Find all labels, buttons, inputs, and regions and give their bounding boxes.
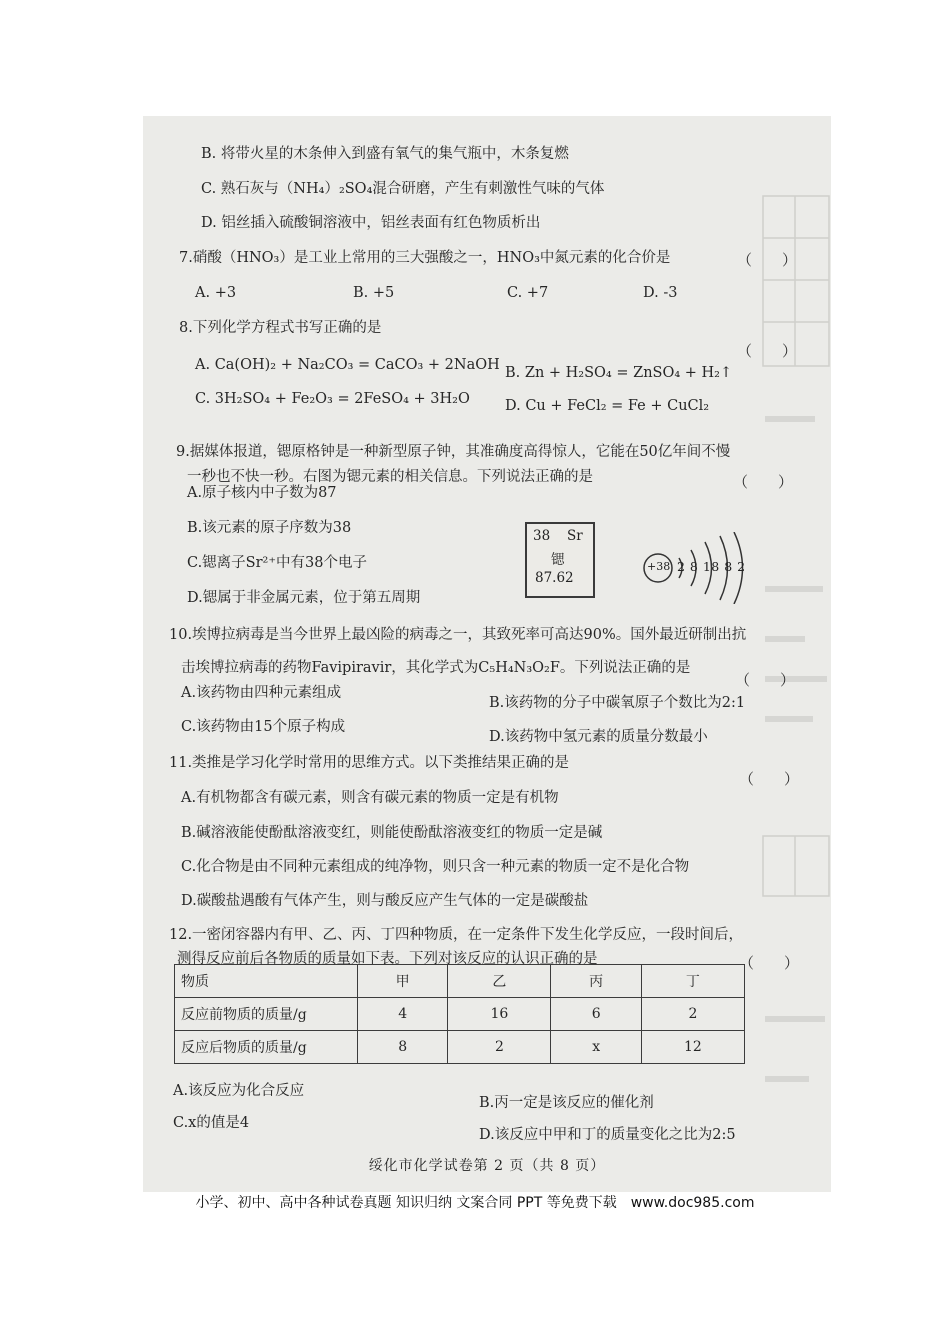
table-cell: 16 [448, 998, 551, 1031]
table-header-cell: 丙 [551, 965, 641, 998]
table-cell: 12 [641, 1031, 744, 1064]
table-cell: x [551, 1031, 641, 1064]
q9-answer-paren: （ ） [733, 473, 794, 491]
q10-option-d: D.该药物中氢元素的质量分数最小 [489, 729, 708, 745]
q8-option-b: B. Zn + H₂SO₄ = ZnSO₄ + H₂↑ [505, 365, 733, 381]
table-header-cell: 丁 [641, 965, 744, 998]
electron-configuration: 2 8 18 8 2 [677, 559, 746, 574]
q7-stem: 7.硝酸（HNO₃）是工业上常用的三大强酸之一，HNO₃中氮元素的化合价是 [179, 250, 671, 266]
q6-option-b: B. 将带火星的木条伸入到盛有氧气的集气瓶中，木条复燃 [201, 146, 569, 162]
q11-option-a: A.有机物都含有碳元素，则含有碳元素的物质一定是有机物 [181, 790, 559, 806]
q11-option-d: D.碳酸盐遇酸有气体产生，则与酸反应产生气体的一定是碳酸盐 [181, 893, 589, 909]
table-cell: 2 [448, 1031, 551, 1064]
q7-option-c: C. +7 [507, 285, 549, 301]
q12-option-a: A.该反应为化合反应 [173, 1083, 305, 1099]
q8-option-d: D. Cu + FeCl₂ = Fe + CuCl₂ [505, 398, 710, 414]
q7-option-a: A. +3 [195, 285, 237, 301]
q11-stem: 11.类推是学习化学时常用的思维方式。以下类推结果正确的是 [169, 755, 570, 771]
q9-option-d: D.锶属于非金属元素，位于第五周期 [187, 590, 421, 606]
q7-option-b: B. +5 [353, 285, 395, 301]
element-name: 锶 [551, 552, 565, 568]
q8-option-c: C. 3H₂SO₄ + Fe₂O₃ = 2FeSO₄ + 3H₂O [195, 391, 470, 407]
q10-option-b: B.该药物的分子中碳氧原子个数比为2:1 [489, 695, 746, 711]
q10-option-c: C.该药物由15个原子构成 [181, 719, 346, 735]
table-row [175, 1031, 745, 1064]
table-cell: 6 [551, 998, 641, 1031]
table-header-cell: 乙 [448, 965, 551, 998]
q12-stem-line1: 12.一密闭容器内有甲、乙、丙、丁四种物质，在一定条件下发生化学反应，一段时间后， [169, 927, 744, 943]
table-header-cell: 物质 [175, 965, 358, 998]
q10-answer-paren: （ ） [735, 671, 796, 689]
q9-stem-line2: 一秒也不快一秒。右图为锶元素的相关信息。下列说法正确的是 [187, 469, 593, 485]
q12-option-d: D.该反应中甲和丁的质量变化之比为2:5 [479, 1127, 736, 1143]
q8-answer-paren: （ ） [737, 342, 798, 360]
q9-option-a: A.原子核内中子数为87 [187, 485, 337, 501]
atomic-structure-diagram [641, 532, 751, 604]
q9-stem-line1: 9.据媒体报道，锶原格钟是一种新型原子钟，其准确度高得惊人，它能在50亿年间不慢 [176, 444, 731, 460]
element-atomic-number: 38 [533, 528, 551, 544]
q8-option-a: A. Ca(OH)₂ + Na₂CO₃ = CaCO₃ + 2NaOH [195, 357, 500, 373]
adjacent-page-bleed [755, 116, 831, 1192]
table-row [175, 998, 745, 1031]
scanned-exam-page [143, 116, 831, 1192]
download-watermark: 小学、初中、高中各种试卷真题 知识归纳 文案合同 PPT 等免费下载 www.doc985.com [195, 1195, 755, 1211]
table-header-cell: 甲 [358, 965, 448, 998]
table-cell: 反应后物质的质量/g [175, 1031, 358, 1064]
mass-change-table [174, 964, 745, 1064]
q6-option-d: D. 铝丝插入硫酸铜溶液中，铝丝表面有红色物质析出 [201, 215, 541, 231]
q10-stem-line2: 击埃博拉病毒的药物Favipiravir，其化学式为C₅H₄N₃O₂F。下列说法正确的是 [181, 660, 691, 676]
q10-option-a: A.该药物由四种元素组成 [181, 685, 342, 701]
q12-option-b: B.丙一定是该反应的催化剂 [479, 1095, 654, 1111]
q9-option-b: B.该元素的原子序数为38 [187, 520, 352, 536]
element-atomic-mass: 87.62 [535, 570, 574, 586]
nucleus-charge: +38 [647, 560, 671, 573]
table-header-row [175, 965, 745, 998]
q6-option-c: C. 熟石灰与（NH₄）₂SO₄混合研磨，产生有刺激性气味的气体 [201, 181, 605, 197]
table-cell: 8 [358, 1031, 448, 1064]
q11-option-c: C.化合物是由不同种元素组成的纯净物，则只含一种元素的物质一定不是化合物 [181, 859, 690, 875]
table-cell: 反应前物质的质量/g [175, 998, 358, 1031]
q8-stem: 8.下列化学方程式书写正确的是 [179, 320, 382, 336]
page-footer: 绥化市化学试卷第 2 页（共 8 页） [368, 1158, 606, 1174]
element-symbol: Sr [567, 528, 583, 544]
q11-option-b: B.碱溶液能使酚酞溶液变红，则能使酚酞溶液变红的物质一定是碱 [181, 825, 603, 841]
q7-option-d: D. -3 [643, 285, 678, 301]
q11-answer-paren: （ ） [739, 770, 800, 788]
q12-option-c: C.x的值是4 [173, 1115, 250, 1131]
q12-stem-line2: 测得反应前后各物质的质量如下表。下列对该反应的认识正确的是 [177, 951, 598, 967]
table-cell: 2 [641, 998, 744, 1031]
q7-answer-paren: （ ） [737, 251, 798, 269]
element-cell-strontium [525, 522, 595, 598]
table-cell: 4 [358, 998, 448, 1031]
q12-answer-paren: （ ） [739, 954, 800, 972]
q9-option-c: C.锶离子Sr²⁺中有38个电子 [187, 555, 367, 571]
q10-stem-line1: 10.埃博拉病毒是当今世界上最凶险的病毒之一，其致死率可高达90%。国外最近研制出抗 [169, 627, 747, 643]
